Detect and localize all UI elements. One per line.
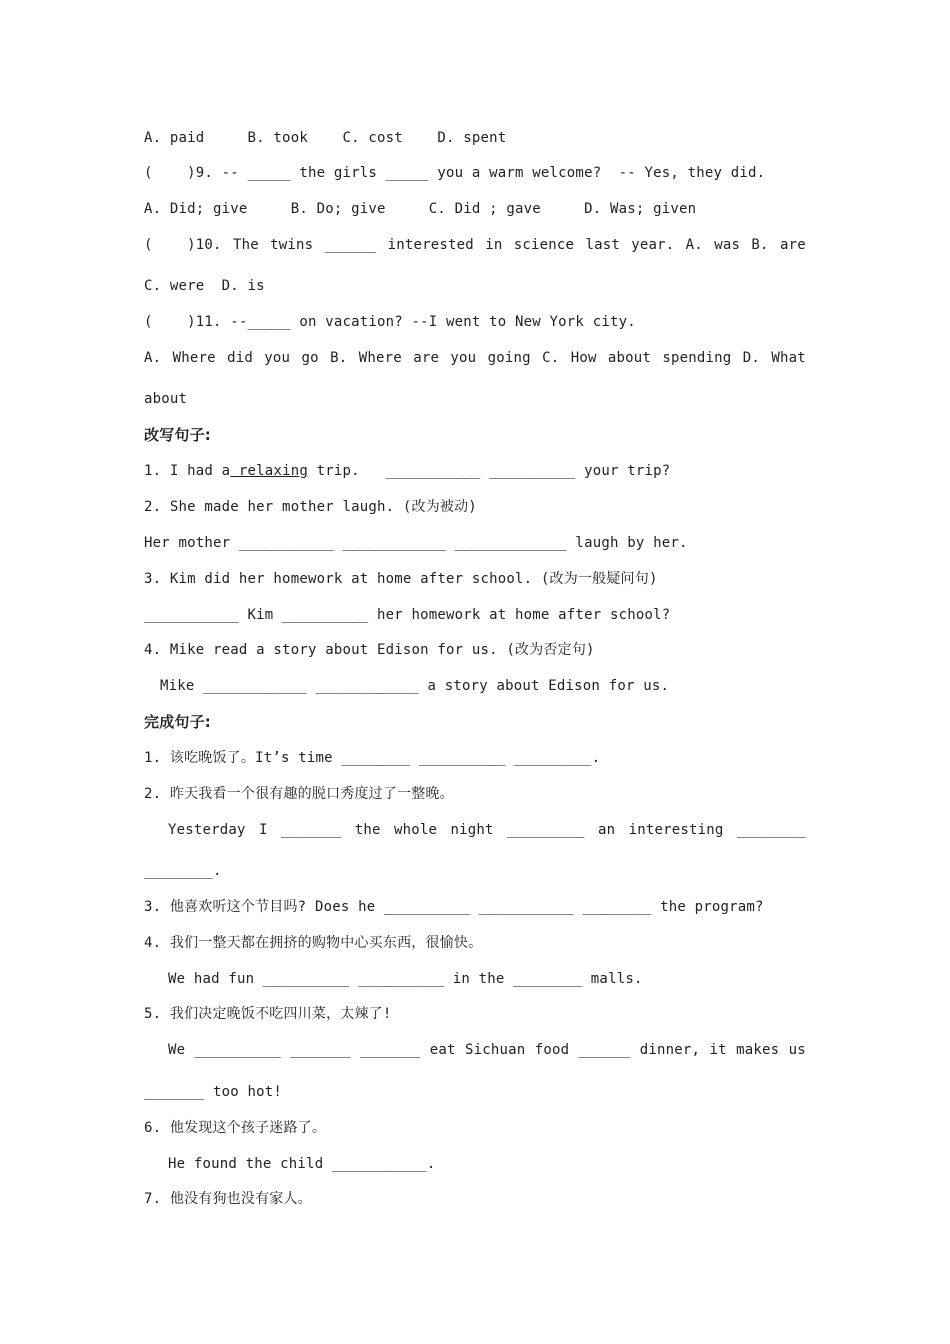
q10-word: B. xyxy=(751,237,769,253)
rewrite-1-suffix: trip. ___________ __________ your trip? xyxy=(307,463,671,479)
complete-answer-5 xyxy=(168,1040,806,1060)
q10-word: A. xyxy=(685,237,703,253)
rewrite-item-1 xyxy=(144,461,670,481)
q9-options: A. Did; give B. Do; give C. Did ; gave D. Was; given xyxy=(144,201,697,217)
complete-2-word: _________ xyxy=(506,822,585,838)
q11-word: go xyxy=(301,350,319,366)
q10-word: ______ xyxy=(324,237,377,253)
complete-item-4: 4. 我们一整天都在拥挤的购物中心买东西，很愉快。 xyxy=(144,935,483,951)
complete-answer-5-cont: _______ too hot! xyxy=(144,1084,283,1100)
complete-5-word: eat xyxy=(429,1042,456,1058)
complete-5-word: food xyxy=(534,1042,570,1058)
rewrite-heading: 改写句子: xyxy=(144,426,211,444)
q10-options-cont: C. were D. is xyxy=(144,278,265,294)
complete-item-3: 3. 他喜欢听这个节目吗? Does he __________ ___________ ________ the program? xyxy=(144,899,764,915)
complete-5-word: it xyxy=(709,1042,727,1058)
q10-word: science xyxy=(513,237,575,253)
rewrite-answer-3: ___________ Kim __________ her homework at home after school? xyxy=(144,607,671,623)
rewrite-answer-2: Her mother ___________ ____________ _____________ laugh by her. xyxy=(144,535,688,551)
q10-word: interested xyxy=(387,237,474,253)
q9-question: ( )9. -- _____ the girls _____ you a warm welcome? -- Yes, they did. xyxy=(144,165,766,181)
q11-word: Where xyxy=(172,350,216,366)
q10-word: are xyxy=(779,237,806,253)
q11-word: you xyxy=(450,350,477,366)
q11-word: D. xyxy=(742,350,761,366)
complete-5-word: __________ xyxy=(194,1042,281,1058)
rewrite-item-3: 3. Kim did her homework at home after school. (改为一般疑问句) xyxy=(144,571,658,587)
q8-options: A. paid B. took C. cost D. spent xyxy=(144,130,507,146)
complete-2-word: ________ xyxy=(736,822,806,838)
q11-word: How xyxy=(570,350,597,366)
q11-options xyxy=(144,348,806,368)
complete-2-word: the xyxy=(354,822,381,838)
complete-5-word: us xyxy=(788,1042,806,1058)
q11-word: A. xyxy=(144,350,162,366)
complete-5-word: makes xyxy=(736,1042,780,1058)
rewrite-1-underlined: relaxing xyxy=(230,463,308,479)
complete-5-word: We xyxy=(168,1042,186,1058)
complete-item-2: 2. 昨天我看一个很有趣的脱口秀度过了一整晚。 xyxy=(144,786,454,802)
complete-item-1: 1. 该吃晚饭了。It’s time ________ __________ _________. xyxy=(144,750,601,766)
q11-word: are xyxy=(413,350,440,366)
q11-word: going xyxy=(487,350,531,366)
q11-question: ( )11. --_____ on vacation? --I went to New York city. xyxy=(144,314,636,330)
complete-2-word: I xyxy=(259,822,268,838)
complete-5-word: Sichuan xyxy=(464,1042,526,1058)
complete-answer-6: He found the child ___________. xyxy=(168,1156,436,1172)
q11-word: you xyxy=(264,350,291,366)
complete-answer-4: We had fun __________ __________ in the ________ malls. xyxy=(168,971,643,987)
complete-2-word: an xyxy=(598,822,616,838)
q11-word: B. xyxy=(330,350,348,366)
complete-5-word: _______ xyxy=(360,1042,421,1058)
q10-word: was xyxy=(714,237,741,253)
complete-2-word: whole xyxy=(393,822,438,838)
q11-word: Where xyxy=(358,350,402,366)
rewrite-answer-4: Mike ____________ ____________ a story about Edison for us. xyxy=(160,678,670,694)
q10-word: ( )10. xyxy=(144,237,222,253)
complete-2-word: night xyxy=(450,822,494,838)
complete-2-word: interesting xyxy=(628,822,724,838)
complete-heading: 完成句子: xyxy=(144,713,211,731)
complete-item-5: 5. 我们决定晚饭不吃四川菜，太辣了! xyxy=(144,1006,392,1022)
q11-word: C. xyxy=(542,350,560,366)
complete-item-7: 7. 他没有狗也没有家人。 xyxy=(144,1191,312,1207)
q11-word: about xyxy=(607,350,652,366)
complete-answer-2-cont: ________. xyxy=(144,863,222,879)
complete-5-word: dinner, xyxy=(639,1042,701,1058)
q11-word: did xyxy=(227,350,253,366)
complete-2-word: Yesterday xyxy=(168,822,246,838)
complete-answer-2 xyxy=(168,820,806,840)
complete-2-word: _______ xyxy=(281,822,342,838)
rewrite-1-prefix: 1. I had a xyxy=(144,463,231,479)
q10-word: The xyxy=(232,237,259,253)
q10-word: year. xyxy=(631,237,675,253)
q10-word: in xyxy=(485,237,503,253)
rewrite-item-2: 2. She made her mother laugh. (改为被动) xyxy=(144,499,477,515)
complete-5-word: ______ xyxy=(578,1042,631,1058)
q11-options-cont: about xyxy=(144,391,188,407)
complete-item-6: 6. 他发现这个孩子迷路了。 xyxy=(144,1120,327,1136)
q10-word: twins xyxy=(270,237,314,253)
q11-word: What xyxy=(771,350,806,366)
q10-question xyxy=(144,235,806,255)
q11-word: spending xyxy=(662,350,732,366)
rewrite-item-4: 4. Mike read a story about Edison for us. (改为否定句) xyxy=(144,642,595,658)
q10-word: last xyxy=(585,237,620,253)
complete-5-word: _______ xyxy=(290,1042,351,1058)
